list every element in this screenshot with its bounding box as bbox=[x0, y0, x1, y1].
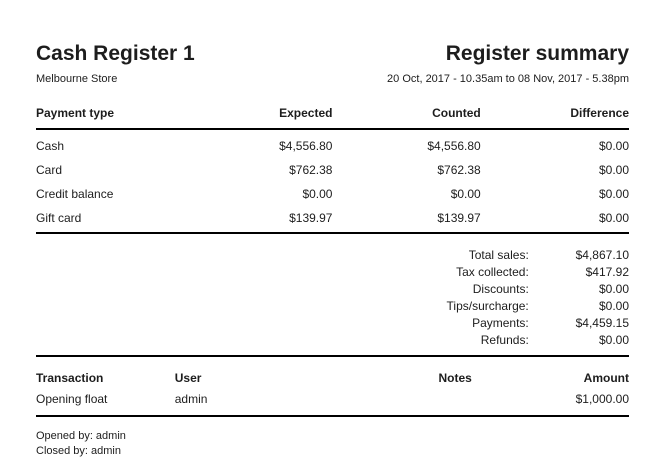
refunds-value: $0.00 bbox=[598, 333, 629, 347]
payment-type-cell: Card bbox=[36, 163, 63, 177]
refunds-row bbox=[36, 332, 629, 349]
discounts-label: Discounts: bbox=[472, 282, 529, 296]
table-row-credit-balance bbox=[36, 182, 629, 206]
summary-header-block bbox=[387, 42, 629, 86]
table-row-opening-float bbox=[36, 385, 629, 416]
payments-header-row bbox=[36, 106, 629, 129]
refunds-label: Refunds: bbox=[480, 333, 529, 347]
payment-type-cell: Credit balance bbox=[36, 187, 114, 201]
opened-by: Opened by: admin bbox=[36, 430, 126, 442]
amount-cell: $1,000.00 bbox=[472, 385, 629, 416]
closed-by: Closed by: admin bbox=[36, 445, 121, 457]
col-header-difference: Difference bbox=[481, 106, 629, 129]
store-name: Melbourne Store bbox=[36, 73, 118, 85]
total-sales-value: $4,867.10 bbox=[575, 248, 629, 262]
difference-cell: $0.00 bbox=[598, 139, 629, 153]
report-header bbox=[36, 42, 629, 86]
col-header-notes: Notes bbox=[438, 371, 472, 385]
tips-surcharge-row bbox=[36, 298, 629, 315]
table-row-gift-card bbox=[36, 206, 629, 230]
report-title: Register summary bbox=[445, 42, 629, 65]
payments-label: Payments: bbox=[472, 316, 529, 330]
user-cell: admin bbox=[175, 385, 332, 416]
tax-collected-row bbox=[36, 264, 629, 281]
expected-cell: $139.97 bbox=[289, 211, 333, 225]
payment-type-cell: Cash bbox=[36, 139, 65, 153]
report-period: 20 Oct, 2017 - 10.35am to 08 Nov, 2017 - 5.38pm bbox=[387, 73, 629, 85]
tax-collected-value: $417.92 bbox=[585, 265, 629, 279]
register-name: Cash Register 1 bbox=[36, 42, 195, 65]
discounts-value: $0.00 bbox=[598, 282, 629, 296]
payments-table bbox=[36, 106, 629, 230]
payments-value: $4,459.15 bbox=[575, 316, 629, 330]
transactions-table bbox=[36, 355, 629, 417]
total-sales-label: Total sales: bbox=[468, 248, 529, 262]
table-row-card bbox=[36, 158, 629, 182]
counted-cell: $139.97 bbox=[437, 211, 481, 225]
expected-cell: $4,556.80 bbox=[279, 139, 333, 153]
difference-cell: $0.00 bbox=[598, 211, 629, 225]
tax-collected-label: Tax collected: bbox=[456, 265, 529, 279]
tips-surcharge-value: $0.00 bbox=[598, 299, 629, 313]
total-sales-row bbox=[36, 247, 629, 264]
totals-section bbox=[36, 232, 629, 355]
report-footer bbox=[36, 429, 629, 459]
expected-cell: $762.38 bbox=[289, 163, 333, 177]
discounts-row bbox=[36, 281, 629, 298]
register-header-block bbox=[36, 42, 195, 86]
difference-cell: $0.00 bbox=[598, 163, 629, 177]
col-header-payment-type: Payment type bbox=[36, 106, 214, 129]
transaction-cell: Opening float bbox=[36, 385, 175, 416]
counted-cell: $762.38 bbox=[437, 163, 481, 177]
counted-cell: $4,556.80 bbox=[427, 139, 481, 153]
counted-cell: $0.00 bbox=[450, 187, 481, 201]
col-header-user: User bbox=[174, 371, 202, 385]
payment-type-cell: Gift card bbox=[36, 211, 82, 225]
transactions-header-row bbox=[36, 356, 629, 385]
col-header-amount: Amount bbox=[583, 371, 629, 385]
expected-cell: $0.00 bbox=[302, 187, 333, 201]
tips-surcharge-label: Tips/surcharge: bbox=[446, 299, 529, 313]
col-header-expected: Expected bbox=[214, 106, 333, 129]
notes-cell bbox=[332, 385, 472, 416]
col-header-counted: Counted bbox=[332, 106, 480, 129]
payments-row bbox=[36, 315, 629, 332]
table-row-cash bbox=[36, 129, 629, 158]
difference-cell: $0.00 bbox=[598, 187, 629, 201]
col-header-transaction: Transaction bbox=[36, 371, 104, 385]
